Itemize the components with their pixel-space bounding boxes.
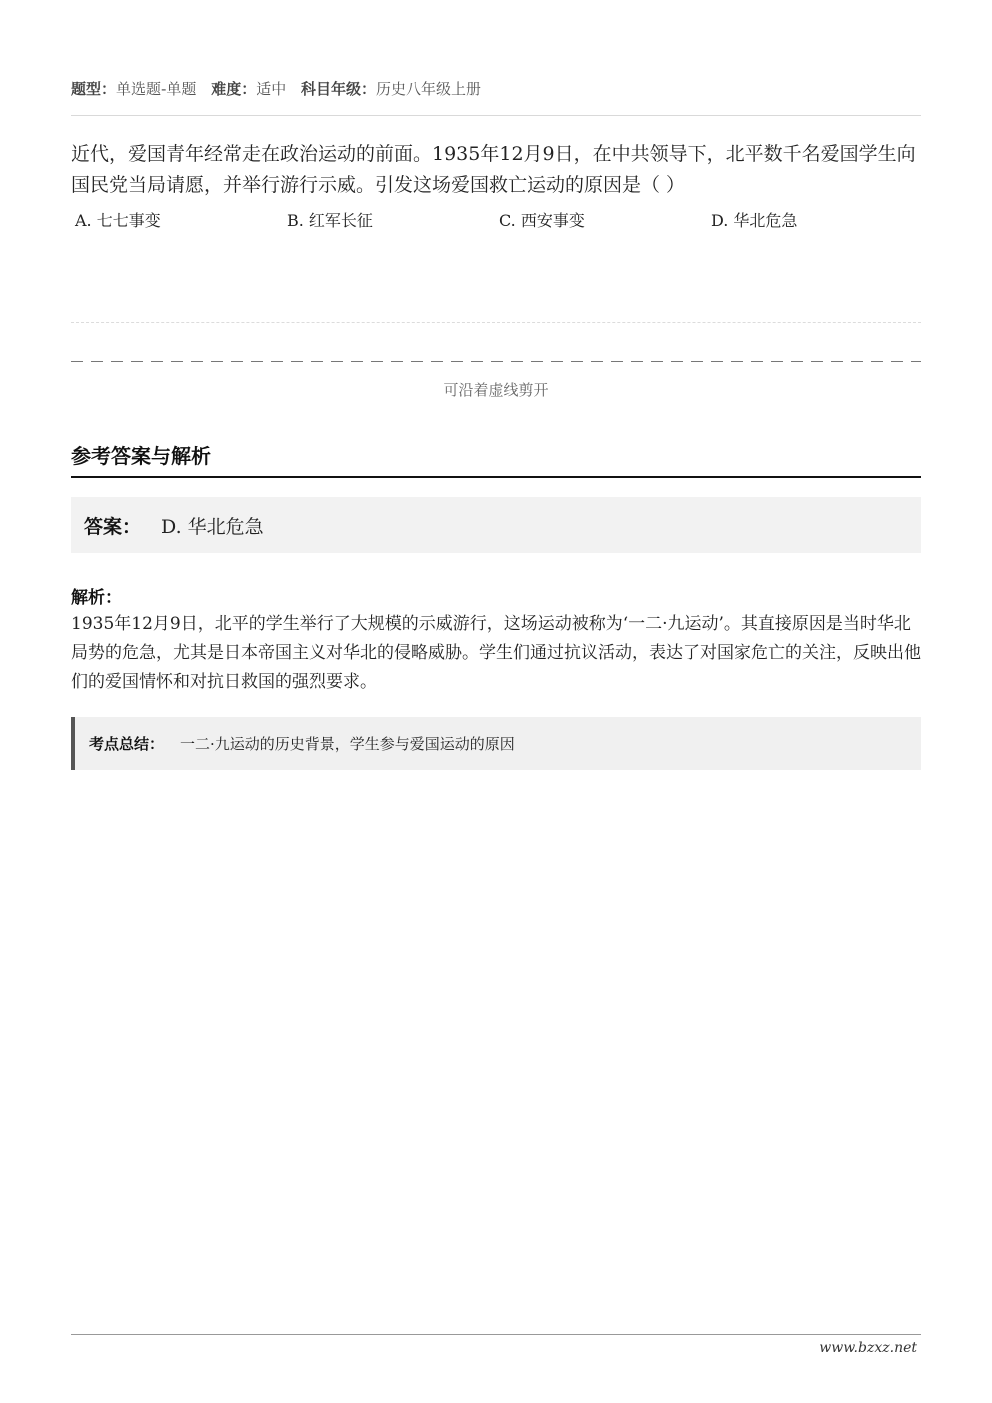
footer-divider — [71, 1334, 921, 1335]
option-c: C. 西安事变 — [499, 211, 585, 230]
key-points-label: 考点总结： — [89, 735, 165, 753]
option-d: D. 华北危急 — [711, 211, 798, 230]
subject-label: 科目年级： — [301, 80, 377, 98]
cut-note: 可沿着虚线剪开 — [443, 381, 549, 399]
question-meta — [71, 78, 481, 99]
meta-divider — [71, 115, 921, 116]
key-points-box — [71, 717, 921, 770]
option-a: A. 七七事变 — [75, 211, 161, 230]
section-divider — [71, 476, 921, 478]
analysis-text: 1935年12月9日，北平的学生举行了大规模的示威游行，这场运动被称为‘一二·九运动’。其直接原因是当时华北局势的危急，尤其是日本帝国主义对华北的侵略威胁。学生们通过抗议活动，表达了对国家危亡的关注，反映出他们的爱国情怀和对抗日救国的强烈要求。 — [71, 614, 921, 692]
answer-space-divider — [71, 322, 921, 323]
type-label: 题型： — [71, 80, 117, 98]
difficulty-value: 适中 — [256, 80, 287, 98]
answer-box — [71, 497, 921, 553]
footer-url: www.bzxz.net — [819, 1340, 917, 1356]
difficulty-label: 难度： — [211, 80, 257, 98]
answer-value: D. 华北危急 — [161, 515, 264, 538]
cut-line — [71, 361, 921, 362]
question-stem: 近代，爱国青年经常走在政治运动的前面。1935年12月9日，在中共领导下，北平数千名爱国学生向国民党当局请愿，并举行游行示威。引发这场爱国救亡运动的原因是（ ） — [71, 143, 916, 196]
answer-section-title: 参考答案与解析 — [71, 444, 211, 468]
analysis-label: 解析： — [71, 588, 122, 608]
type-value: 单选题-单题 — [116, 80, 197, 98]
answer-label: 答案： — [84, 515, 142, 538]
key-points-value: 一二·九运动的历史背景，学生参与爱国运动的原因 — [180, 735, 515, 753]
subject-value: 历史八年级上册 — [376, 80, 482, 98]
option-b: B. 红军长征 — [287, 211, 373, 230]
